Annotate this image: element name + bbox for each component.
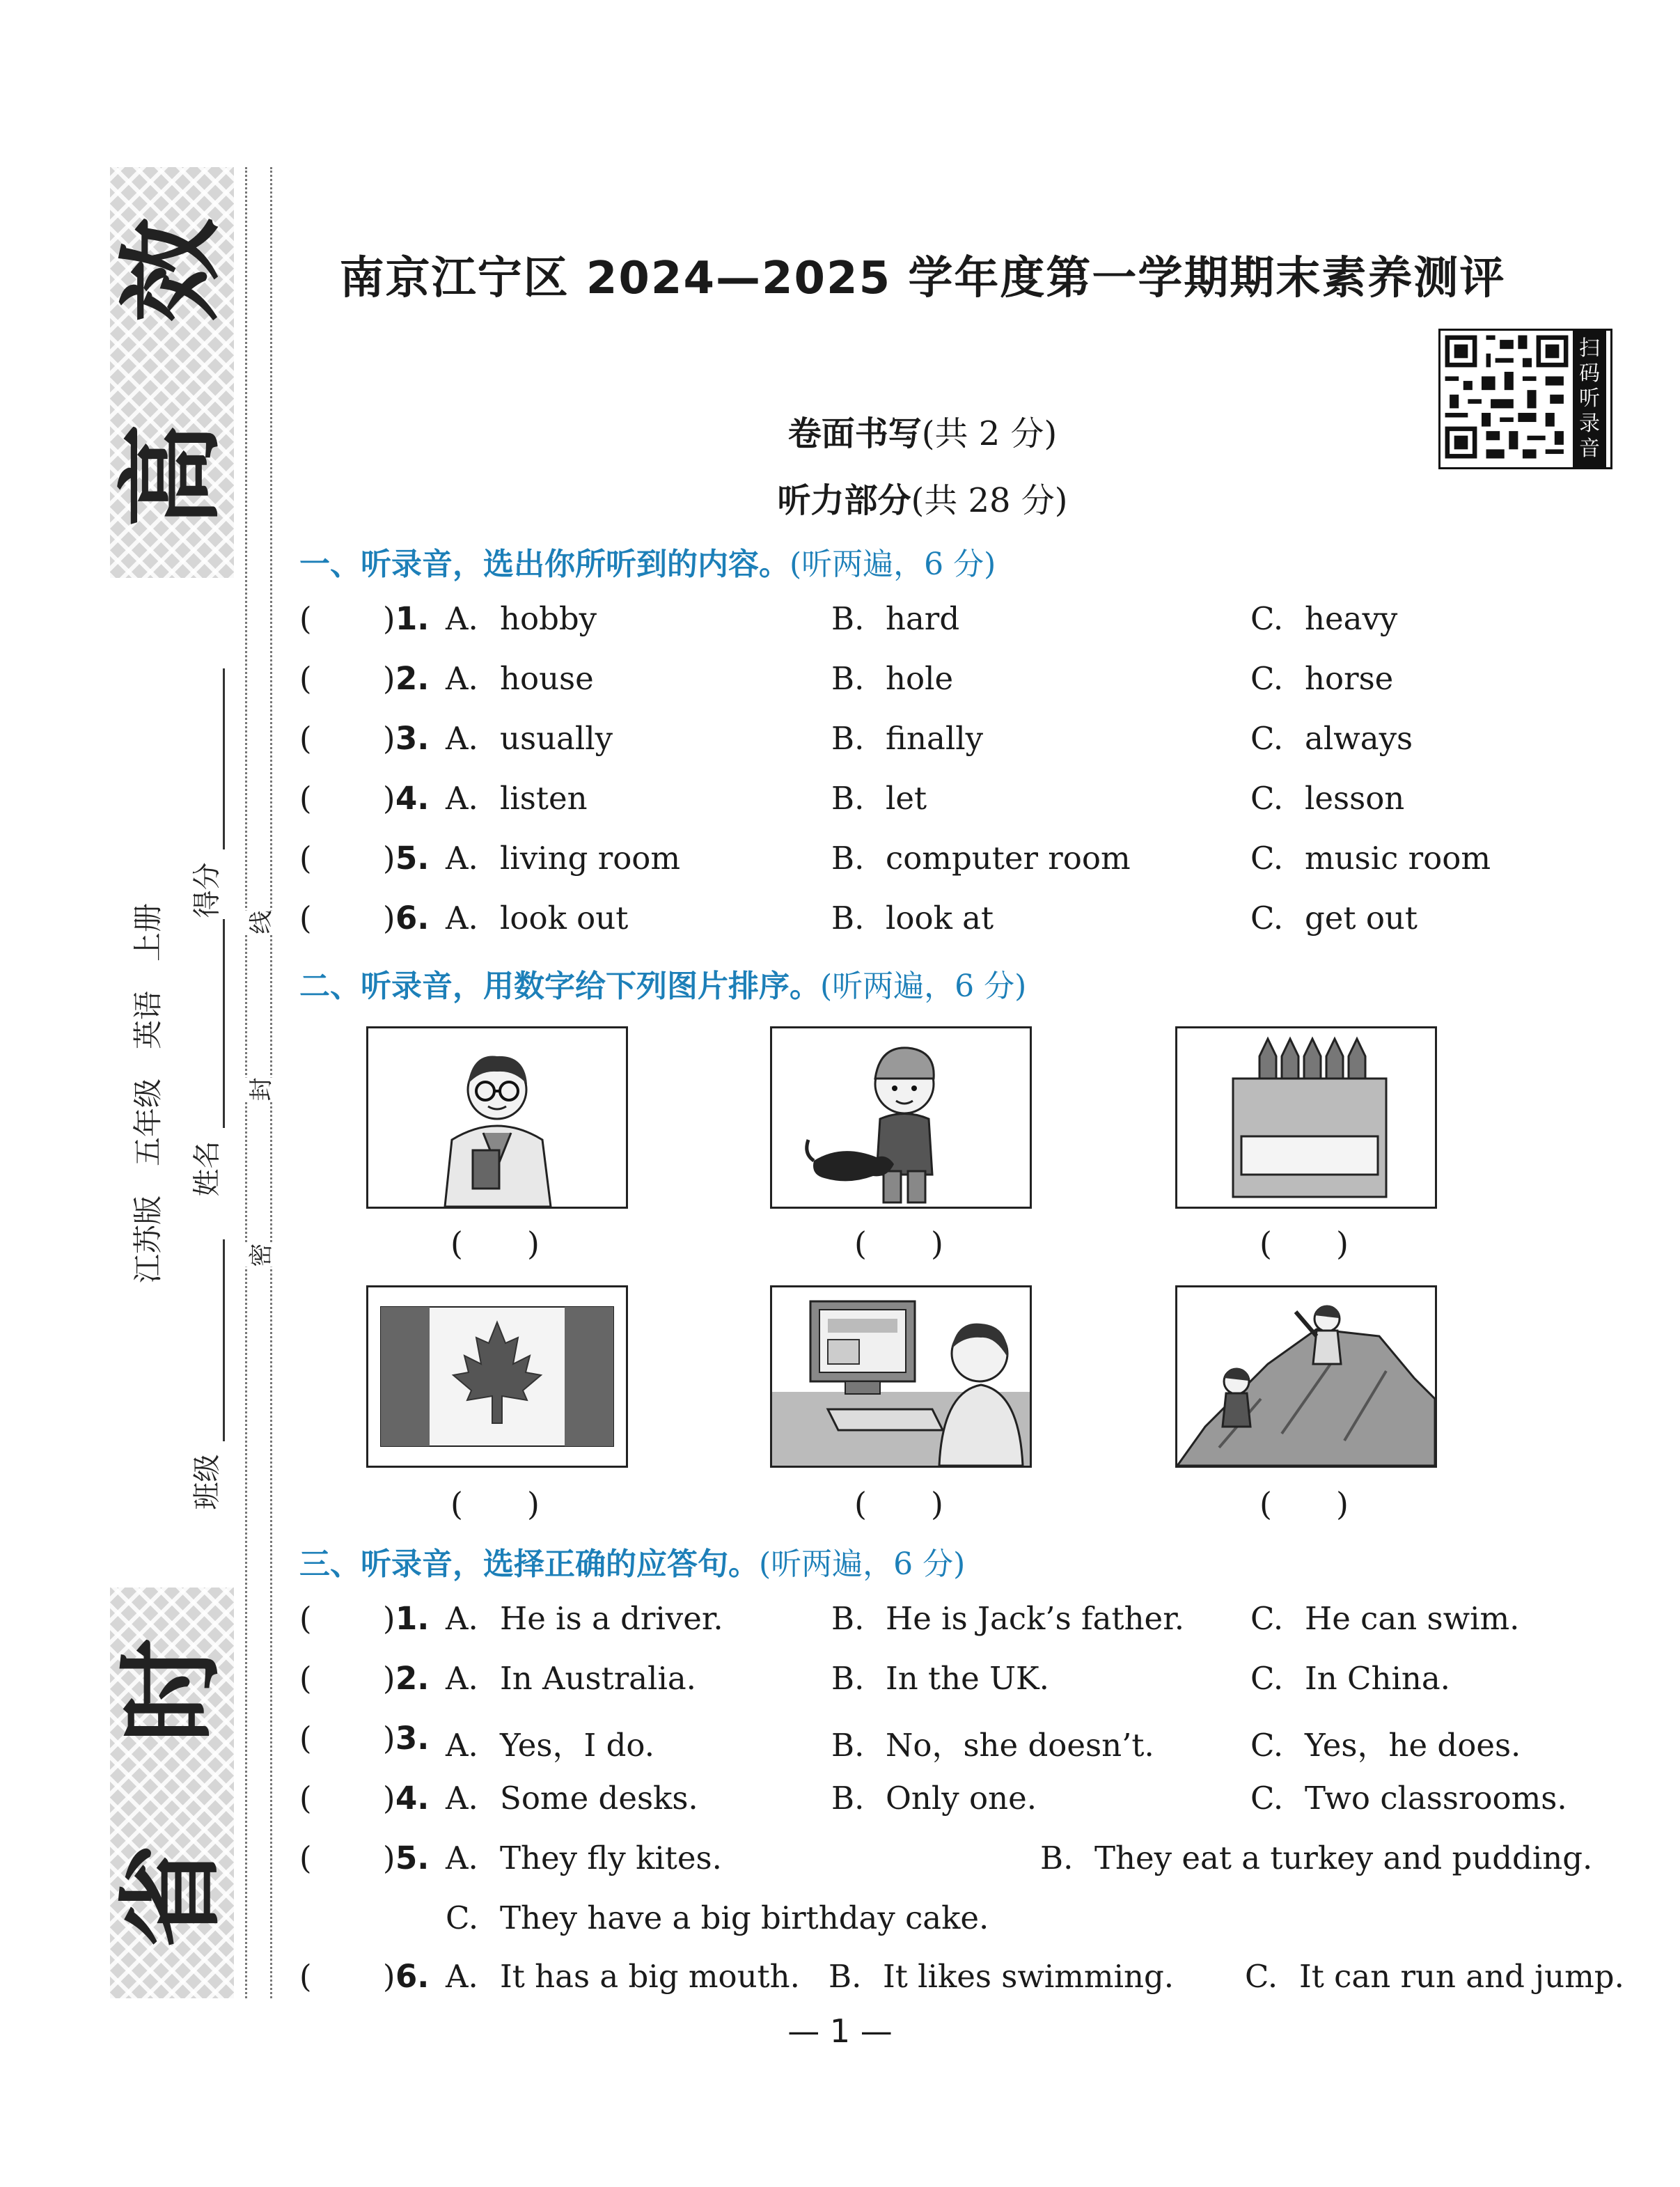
answer-blank-close[interactable]: ) — [383, 1720, 395, 1757]
option-b — [831, 1600, 1184, 1637]
option-c — [446, 1899, 989, 1936]
writing-points: (共 2 分) — [921, 414, 1058, 453]
qr-caption-char: 扫 — [1579, 336, 1600, 361]
score-blank[interactable] — [223, 668, 225, 849]
option-b — [1040, 1840, 1592, 1876]
option-text: get out — [1305, 900, 1418, 936]
option-text: No，she doesn’t. — [886, 1727, 1154, 1764]
option-letter: A. — [446, 1840, 478, 1876]
option-letter: B. — [1040, 1840, 1074, 1876]
option-c — [1250, 600, 1397, 637]
picture-blank[interactable]: ( ) — [854, 1225, 943, 1262]
option-b — [831, 900, 994, 936]
option-a — [446, 660, 594, 697]
option-text: horse — [1305, 660, 1394, 697]
listening-label: 听力部分 — [777, 481, 911, 520]
option-text: computer room — [886, 840, 1131, 877]
option-c — [1250, 780, 1404, 817]
option-letter: C. — [1250, 780, 1284, 817]
answer-blank-open[interactable]: ( — [299, 1780, 312, 1817]
option-a — [446, 1840, 722, 1876]
option-text: look at — [886, 900, 994, 936]
answer-blank-close[interactable]: ) — [383, 900, 395, 936]
section3-note: (听两遍，6 分) — [759, 1546, 966, 1582]
option-c — [1250, 840, 1491, 877]
option-letter: A. — [446, 1660, 478, 1697]
option-text: always — [1305, 720, 1413, 757]
answer-blank-close[interactable]: ) — [383, 660, 395, 697]
option-b — [831, 1780, 1037, 1817]
question-number: 2. — [395, 1660, 430, 1697]
option-letter: C. — [1250, 600, 1284, 637]
option-letter: C. — [1250, 840, 1284, 877]
option-b — [829, 1958, 1174, 1995]
option-a — [446, 1720, 654, 1765]
picture-blank[interactable]: ( ) — [1259, 1225, 1349, 1262]
writing-label: 卷面书写 — [787, 414, 922, 453]
section1-heading — [299, 539, 996, 583]
option-b — [831, 720, 983, 757]
listening-points: (共 28 分) — [911, 481, 1068, 520]
answer-blank-open[interactable]: ( — [299, 1720, 312, 1757]
cut-mark: 密 — [242, 1244, 276, 1267]
option-text: They eat a turkey and pudding. — [1094, 1840, 1593, 1876]
option-b — [831, 840, 1131, 877]
option-text: They have a big birthday cake. — [500, 1899, 989, 1936]
option-letter: B. — [831, 660, 865, 697]
answer-blank-close[interactable]: ) — [383, 1780, 395, 1817]
option-a — [446, 840, 680, 877]
option-letter: B. — [829, 1958, 862, 1995]
score-label: 得分 — [191, 862, 223, 918]
option-text: He is Jack’s father. — [886, 1600, 1185, 1637]
qr-caption-char: 录 — [1579, 411, 1600, 436]
option-letter: A. — [446, 900, 478, 936]
option-letter: A. — [446, 840, 478, 877]
picture-blank[interactable]: ( ) — [854, 1485, 943, 1523]
answer-blank-open[interactable]: ( — [299, 840, 312, 877]
option-text: listen — [500, 780, 588, 817]
option-b — [831, 1660, 1049, 1697]
picture-boy-dog — [770, 1026, 1032, 1209]
option-b — [831, 660, 953, 697]
qr-caption-char: 码 — [1579, 361, 1600, 386]
section2-heading — [299, 961, 1026, 1005]
banner-char: 时 — [111, 1638, 233, 1743]
answer-blank-open[interactable]: ( — [299, 660, 312, 697]
option-letter: B. — [831, 1780, 865, 1817]
question-number: 3. — [395, 1720, 430, 1757]
section3-title: 三、听录音，选择正确的应答句。 — [299, 1546, 759, 1582]
question-number: 4. — [395, 1780, 430, 1817]
option-text: Some desks. — [500, 1780, 698, 1817]
answer-blank-close[interactable]: ) — [383, 1660, 395, 1697]
option-text: hobby — [500, 600, 597, 637]
option-text: usually — [500, 720, 613, 757]
answer-blank-open[interactable]: ( — [299, 900, 312, 936]
option-text: lesson — [1305, 780, 1405, 817]
option-text: In the UK. — [886, 1660, 1049, 1697]
answer-blank-open[interactable]: ( — [299, 780, 312, 817]
option-letter: A. — [446, 1727, 478, 1764]
answer-blank-open[interactable]: ( — [299, 1600, 312, 1637]
children-climbing-mountain-icon — [1177, 1287, 1435, 1466]
canada-flag-icon — [368, 1287, 626, 1466]
question-number: 2. — [395, 660, 430, 697]
picture-flag — [366, 1285, 628, 1468]
option-text: finally — [886, 720, 984, 757]
qr-caption-char: 听 — [1579, 386, 1600, 411]
option-letter: C. — [1245, 1958, 1278, 1995]
option-letter: B. — [831, 900, 865, 936]
picture-blank[interactable]: ( ) — [1259, 1485, 1349, 1523]
answer-blank-open[interactable]: ( — [299, 1840, 312, 1876]
name-blank[interactable] — [223, 919, 225, 1128]
boy-at-computer-icon — [772, 1287, 1030, 1466]
option-b — [831, 1720, 1154, 1765]
picture-climbing — [1175, 1285, 1437, 1468]
option-b — [831, 780, 927, 817]
option-c — [1250, 1780, 1567, 1817]
option-text: Two classrooms. — [1305, 1780, 1567, 1817]
qr-caption-char: 音 — [1579, 437, 1600, 461]
book-info: 江苏版 五年级 英语 上册 — [131, 903, 165, 1284]
option-letter: B. — [831, 600, 865, 637]
question-number: 6. — [395, 1958, 430, 1995]
page-number: — 1 — — [787, 2012, 893, 2050]
option-a — [446, 600, 597, 637]
option-text: house — [500, 660, 594, 697]
picture-crayons — [1175, 1026, 1437, 1209]
option-a — [446, 720, 613, 757]
option-letter: C. — [1250, 1780, 1284, 1817]
option-letter: A. — [446, 1780, 478, 1817]
option-letter: A. — [446, 600, 478, 637]
option-c — [1250, 660, 1393, 697]
top-banner — [110, 167, 234, 578]
option-a — [446, 1780, 698, 1817]
option-letter: A. — [446, 720, 478, 757]
option-text: He can swim. — [1305, 1600, 1520, 1637]
question-number: 3. — [395, 720, 430, 757]
banner-char: 效 — [111, 217, 233, 322]
answer-blank-close[interactable]: ) — [383, 600, 395, 637]
option-letter: B. — [831, 840, 865, 877]
answer-blank-close[interactable]: ) — [383, 1840, 395, 1876]
section1-title: 一、听录音，选出你所听到的内容。 — [299, 547, 790, 582]
option-letter: B. — [831, 720, 865, 757]
doctor-with-glasses-icon — [368, 1028, 626, 1207]
option-text: In China. — [1305, 1660, 1450, 1697]
option-letter: A. — [446, 1958, 478, 1995]
option-letter: B. — [831, 1660, 865, 1697]
cut-mark: 线 — [242, 911, 276, 934]
option-letter: A. — [446, 780, 478, 817]
option-text: It has a big mouth. — [500, 1958, 800, 1995]
option-letter: C. — [1250, 1660, 1284, 1697]
option-text: hole — [886, 660, 954, 697]
picture-blank[interactable]: ( ) — [450, 1485, 540, 1523]
option-letter: B. — [831, 1727, 865, 1764]
option-b — [831, 600, 959, 637]
banner-char: 高 — [111, 423, 233, 528]
option-text: Only one. — [886, 1780, 1037, 1817]
option-letter: A. — [446, 1600, 478, 1637]
name-label: 姓名 — [191, 1140, 223, 1197]
option-text: let — [886, 780, 927, 817]
answer-blank-open[interactable]: ( — [299, 1660, 312, 1697]
option-c — [1250, 900, 1418, 936]
answer-blank-open[interactable]: ( — [299, 1958, 312, 1995]
answer-blank-close[interactable]: ) — [383, 720, 395, 757]
option-letter: B. — [831, 780, 865, 817]
option-letter: C. — [1250, 720, 1284, 757]
option-letter: C. — [1250, 900, 1284, 936]
option-c — [1245, 1958, 1624, 1995]
exam-title: 南京江宁区 2024—2025 学年度第一学期期末素养测评 — [339, 253, 1506, 304]
section2-note: (听两遍，6 分) — [820, 969, 1027, 1004]
option-a — [446, 1600, 723, 1637]
option-text: It likes swimming. — [883, 1958, 1175, 1995]
section3-heading — [299, 1539, 965, 1583]
answer-blank-open[interactable]: ( — [299, 600, 312, 637]
option-c — [1250, 1660, 1450, 1697]
question-number: 6. — [395, 900, 430, 936]
option-letter: C. — [1250, 1727, 1284, 1764]
option-a — [446, 1958, 800, 1995]
option-text: hard — [886, 600, 960, 637]
option-letter: C. — [1250, 660, 1284, 697]
picture-doctor — [366, 1026, 628, 1209]
box-of-crayons-icon — [1177, 1028, 1435, 1207]
option-text: Yes，I do. — [500, 1727, 655, 1764]
option-text: heavy — [1305, 600, 1398, 637]
picture-blank[interactable]: ( ) — [450, 1225, 540, 1262]
question-number: 1. — [395, 600, 430, 637]
option-c — [1250, 1720, 1521, 1765]
option-text: In Australia. — [500, 1660, 696, 1697]
banner-char: 省 — [111, 1843, 233, 1948]
question-number: 5. — [395, 1840, 430, 1876]
answer-blank-close[interactable]: ) — [383, 840, 395, 877]
option-letter: B. — [831, 1600, 865, 1637]
option-a — [446, 900, 628, 936]
option-text: look out — [500, 900, 629, 936]
option-text: They fly kites. — [500, 1840, 722, 1876]
answer-blank-close[interactable]: ) — [383, 780, 395, 817]
listening-heading — [292, 473, 1553, 522]
option-letter: C. — [1250, 1600, 1284, 1637]
option-text: Yes，he does. — [1305, 1727, 1521, 1764]
question-number: 5. — [395, 840, 430, 877]
question-number: 4. — [395, 780, 430, 817]
option-text: He is a driver. — [500, 1600, 723, 1637]
option-text: living room — [500, 840, 681, 877]
section1-note: (听两遍，6 分) — [790, 547, 996, 582]
qr-caption — [1573, 331, 1606, 467]
question-number: 1. — [395, 1600, 430, 1637]
boy-with-dog-icon — [772, 1028, 1030, 1207]
option-letter: A. — [446, 660, 478, 697]
class-blank[interactable] — [223, 1239, 225, 1441]
cut-mark: 封 — [242, 1078, 276, 1102]
option-letter: C. — [446, 1899, 479, 1936]
answer-blank-open[interactable]: ( — [299, 720, 312, 757]
option-c — [1250, 720, 1413, 757]
option-a — [446, 780, 588, 817]
answer-blank-close[interactable]: ) — [383, 1958, 395, 1995]
option-text: It can run and jump. — [1299, 1958, 1624, 1995]
picture-computer — [770, 1285, 1032, 1468]
bottom-banner — [110, 1588, 234, 1998]
option-c — [1250, 1600, 1519, 1637]
section2-title: 二、听录音，用数字给下列图片排序。 — [299, 969, 820, 1004]
answer-blank-close[interactable]: ) — [383, 1600, 395, 1637]
writing-heading — [292, 407, 1553, 455]
option-text: music room — [1305, 840, 1491, 877]
class-label: 班级 — [191, 1454, 223, 1510]
option-a — [446, 1660, 696, 1697]
